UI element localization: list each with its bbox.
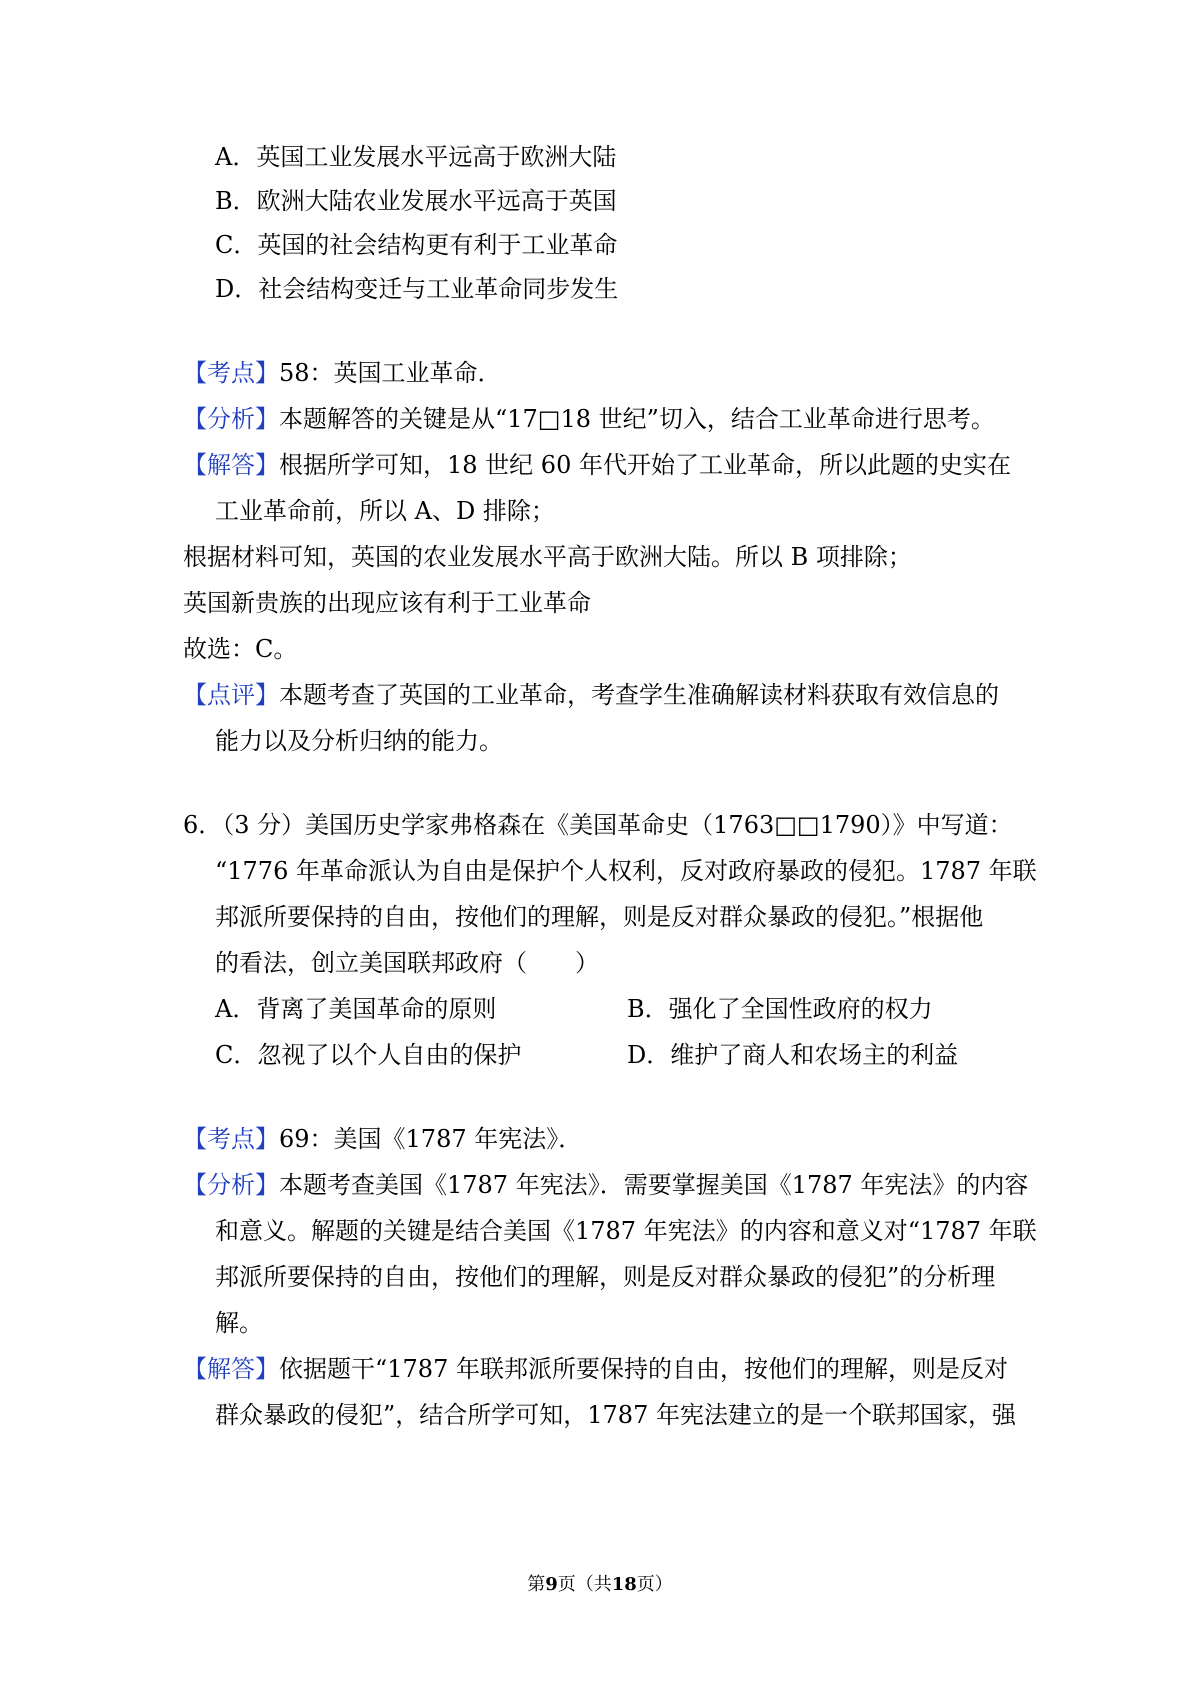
q6-kaodian (183, 1124, 582, 1154)
q6-option-d: D．维护了商人和农场主的利益 (627, 1041, 959, 1069)
q6-jieda (183, 1354, 1008, 1384)
q5-kaodian (183, 358, 502, 388)
q6-option-c: C．忽视了以个人自由的保护 (215, 1041, 522, 1069)
q5-fenxi-tag: 【分析】 (183, 405, 279, 433)
q5-option-a: A．英国工业发展水平远高于欧洲大陆 (215, 143, 617, 171)
q5-jieda-line-1: 根据所学可知，18 世纪 60 年代开始了工业革命，所以此题的史实在 (279, 451, 1011, 479)
page-footer (0, 1570, 1200, 1596)
q5-dianping-line-1: 本题考查了英国的工业革命，考查学生准确解读材料获取有效信息的 (279, 681, 999, 709)
q6-jieda-tag: 【解答】 (183, 1355, 279, 1383)
q5-option-b: B．欧洲大陆农业发展水平远高于英国 (215, 187, 617, 215)
q6-option-a: A．背离了美国革命的原则 (215, 995, 497, 1023)
q5-option-c: C．英国的社会结构更有利于工业革命 (215, 231, 618, 259)
q6-fenxi-line-4: 解。 (215, 1309, 263, 1337)
footer-prefix: 第 (527, 1574, 546, 1595)
q6-stem-line-1: 6．（3 分）美国历史学家弗格森在《美国革命史（1763□□1790）》中写道： (183, 811, 1013, 839)
q5-dianping-tag: 【点评】 (183, 681, 279, 709)
q6-fenxi-line-3: 邦派所要保持的自由，按他们的理解，则是反对群众暴政的侵犯”的分析理 (215, 1263, 996, 1291)
q6-fenxi-tag: 【分析】 (183, 1171, 279, 1199)
q5-jieda (183, 450, 1011, 480)
q6-option-b: B．强化了全国性政府的权力 (627, 995, 933, 1023)
footer-page-number: 9 (545, 1574, 558, 1595)
q5-jieda-line-3: 根据材料可知，英国的农业发展水平高于欧洲大陆。所以 B 项排除； (183, 543, 912, 571)
q5-answer: 故选：C。 (183, 635, 298, 663)
q5-jieda-line-4: 英国新贵族的出现应该有利于工业革命 (183, 589, 591, 617)
footer-middle: 页（共 (557, 1574, 612, 1595)
q5-dianping (183, 680, 999, 710)
q5-kaodian-tag: 【考点】 (183, 359, 279, 387)
q6-stem-line-2: “1776 年革命派认为自由是保护个人权利，反对政府暴政的侵犯。1787 年联 (215, 857, 1037, 885)
q6-fenxi (183, 1170, 1028, 1200)
q6-stem-line-3: 邦派所要保持的自由，按他们的理解，则是反对群众暴政的侵犯。”根据他 (215, 903, 984, 931)
q6-jieda-line-2: 群众暴政的侵犯”，结合所学可知，1787 年宪法建立的是一个联邦国家，强 (215, 1401, 1016, 1429)
q5-option-d: D．社会结构变迁与工业革命同步发生 (215, 275, 619, 303)
q5-jieda-tag: 【解答】 (183, 451, 279, 479)
q5-kaodian-text: 58：英国工业革命． (279, 359, 502, 387)
q5-fenxi-text: 本题解答的关键是从“17□18 世纪”切入，结合工业革命进行思考。 (279, 405, 995, 433)
q5-dianping-line-2: 能力以及分析归纳的能力。 (215, 727, 503, 755)
q5-jieda-line-2: 工业革命前，所以 A、D 排除； (215, 497, 555, 525)
footer-suffix: 页） (636, 1574, 673, 1595)
footer-total-pages: 18 (611, 1574, 637, 1595)
q6-stem-line-4: 的看法，创立美国联邦政府（ ） (215, 949, 599, 977)
q6-fenxi-line-1: 本题考查美国《1787 年宪法》．需要掌握美国《1787 年宪法》的内容 (279, 1171, 1029, 1199)
q6-kaodian-text: 69：美国《1787 年宪法》． (279, 1125, 583, 1153)
q5-fenxi (183, 404, 995, 434)
q6-jieda-line-1: 依据题干“1787 年联邦派所要保持的自由，按他们的理解，则是反对 (279, 1355, 1008, 1383)
q6-fenxi-line-2: 和意义。解题的关键是结合美国《1787 年宪法》的内容和意义对“1787 年联 (215, 1217, 1037, 1245)
q6-kaodian-tag: 【考点】 (183, 1125, 279, 1153)
